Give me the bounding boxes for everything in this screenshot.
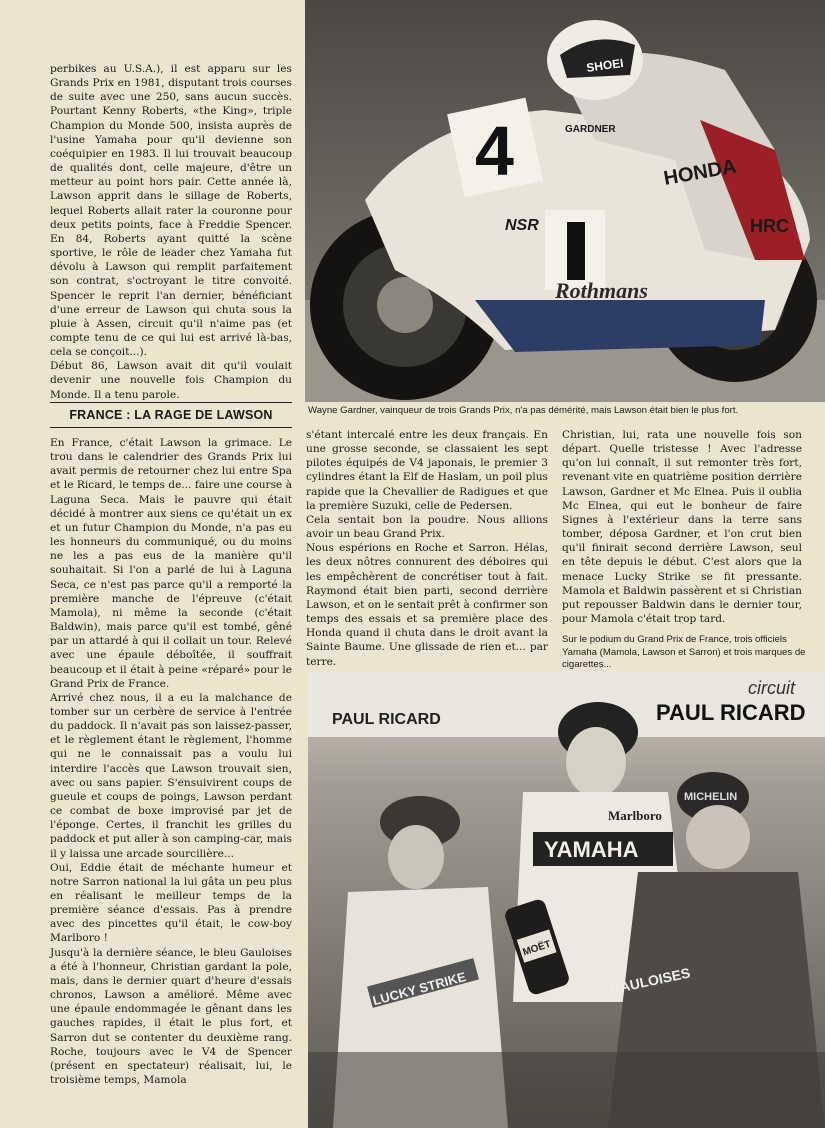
photo-podium-celebration (308, 672, 825, 1128)
banner-paul-ricard-right: PAUL RICARD (656, 700, 806, 725)
section-heading: FRANCE : LA RAGE DE LAWSON (50, 402, 292, 428)
michelin-cap-text: MICHELIN (684, 791, 738, 803)
intro-paragraph: perbikes au U.S.A.), il est apparu sur les Grands Prix en 1981, disputant trois courses de suite avec une 250, sans aucun succès. Pourtant Kenny Roberts, «the King», triple Champion du Monde 500, insista auprès de l'usine Yamaha pour qu'il devienne son coéquipier en 1983. Il lui trouvait beaucoup de qualités dont, celle majeure, d'être un metteur au point hors pair. Cette année là, Lawson apprit dans le sillage de Roberts, lequel Roberts allait rater la couronne pour deux petits points, face à Freddie Spencer. En 84, Roberts ayant quitté la scène sportive, le rôle de leader chez Yamaha fut dévolu à Lawson qui remplit parfaitement son contrat, s'octroyant le titre convoité. Spencer le reprit l'an dernier, bénéficiant d'une erreur de Lawson qui chuta sous la pluie à Assen, circuit qu'il n'aime pas (et compte tenu de ce qui lui est arrivé là-bas, cela se conçoit...). Début 86, Lawson avait dit qu'il voulait devenir une nouvelle fois Champion du Monde. Il a tenu parole. (50, 63, 292, 401)
bike-number-text: 4 (475, 112, 514, 190)
photo-caption-bottom: Sur le podium du Grand Prix de France, trois officiels Yamaha (Mamola, Lawson et Sarron) et trois marques de cigarettes... (562, 634, 806, 670)
rothmans-text: Rothmans (555, 278, 648, 303)
photo-gardner-motorcycle (305, 0, 825, 402)
nsr-text: NSR (505, 217, 539, 234)
yamaha-text: YAMAHA (544, 837, 639, 862)
gardner-sponsor-text: GARDNER (565, 124, 616, 135)
article-column-1: En France, c'était Lawson la grimace. Le trou dans le calendrier des Grands Prix lui avait permis de retourner chez lui entre Spa et le Ricard, le temps de... faire une course à Laguna Seca. Mais le pauvre qui était décidé à montrer aux siens ce qu'était un ex et un futur Champion du Monde, n'a pas eu les honneurs du communiqué, ou du moins ne les a pas eus de la manière qu'il souhaitait. Si l'on a parlé de lui à Laguna Seca, ce n'est pas parce qu'il a remporté la première manche de l'épreuve (c'était Mamola), ni même la seconde (c'était Baldwin), mais parce qu'il est tombé, gêné par un attardé à qui il collait un tour. Relevé avec une épaule déboîtée, il souffrait beaucoup et il était à peine «réparé» pour le Grand Prix de France. Arrivé chez nous, il a eu la malchance de tomber sur un cerbère de service à l'entrée du paddock. Il n'avait pas son laissez-passer, et le règlement étant le règlement, l'homme qui ne le connaissait pas a voulu lui interdire l'accès que Lawson trouvait sien, avec ou sans papier. S'ensuivirent coups de gueule et coups de poings, Lawson perdant ce combat de boxe improvisé par jet de l'éponge. Certes, il franchit les grilles du paddock et put aller à son camping-car, mais il y laissa une arcade sourcilière... Oui, Eddie était de méchante humeur et notre Sarron national la lui gâta un peu plus en réalisant le meilleur temps de la première séance d'essais. Pas à prendre avec des pincettes qu'il était, le cow-boy Marlboro ! Jusqu'à la dernière séance, le bleu Gauloises a été à l'honneur, Christian gardant la pole, mais, dans le dernier quart d'heure d'essais chronos, Lawson a amélioré. Même avec une épaule endommagée le gênant dans les gauches rapides, il était le plus fort, et Sarron dut se contenter du deuxième rang. Roche, toujours avec le V4 de Spencer (présent en spectateur) réalisait, lui, le troisième temps, Mamola (50, 437, 293, 1087)
banner-paul-ricard-left: PAUL RICARD (332, 711, 441, 728)
honda-text: HONDA (662, 155, 739, 190)
gauloises-text: GAULOISES (607, 964, 692, 998)
helmet-brand-text: SHOEI (585, 55, 625, 75)
hrc-text: HRC (750, 216, 789, 236)
article-column-3: Christian, lui, rata une nouvelle fois son départ. Quelle tristesse ! Avec l'adresse qu'on lui connaît, il sut remonter très fort, revenant vite en quatrième position derrière Lawson, Gardner et Mc Elnea. Puis il oublia Mc Elnea, qui eut le bonheur de faire Signes à l'extérieur dans la terre sans tomber, déposa Gardner, et l'on crut bien qu'il finirait second derrière Lawson, seul en tête depuis le début. C'est alors que la menace Lucky Strike se fit pressante. Mamola et Baldwin passèrent et si Christian put repousser Baldwin dans le dernier tour, pour Mamola c'était trop tard. (562, 429, 802, 626)
moet-text: MOËT (521, 938, 553, 959)
article-column-2: s'étant intercalé entre les deux français. En une grosse seconde, se classaient les sept pilotes équipés de V4 japonais, le premier 3 cylindres étant la Elf de Haslam, un poil plus rapide que la Chevallier de Radigues et que la première Suzuki, celle de Pedersen. Cela sentait bon la poudre. Nous allions avoir un beau Grand Prix. Nous espérions en Roche et Sarron. Hélas, les deux nôtres connurent des déboires qui les empêchèrent de concrétiser tout à fait. Raymond était bien parti, second derrière Lawson, et on le sentait prêt à confirmer son temps des essais et sa première place des Honda quand il chuta dans le droit avant la Sainte Baume. Une glissade de rien et... par terre. (306, 429, 548, 668)
photo-caption-top: Wayne Gardner, vainqueur de trois Grands Prix, n'a pas démérité, mais Lawson était bien le plus fort. (308, 405, 739, 416)
marlboro-text: Marlboro (608, 808, 662, 823)
lucky-strike-text: LUCKY STRIKE (371, 969, 468, 1009)
banner-circuit-text: circuit (748, 678, 796, 698)
